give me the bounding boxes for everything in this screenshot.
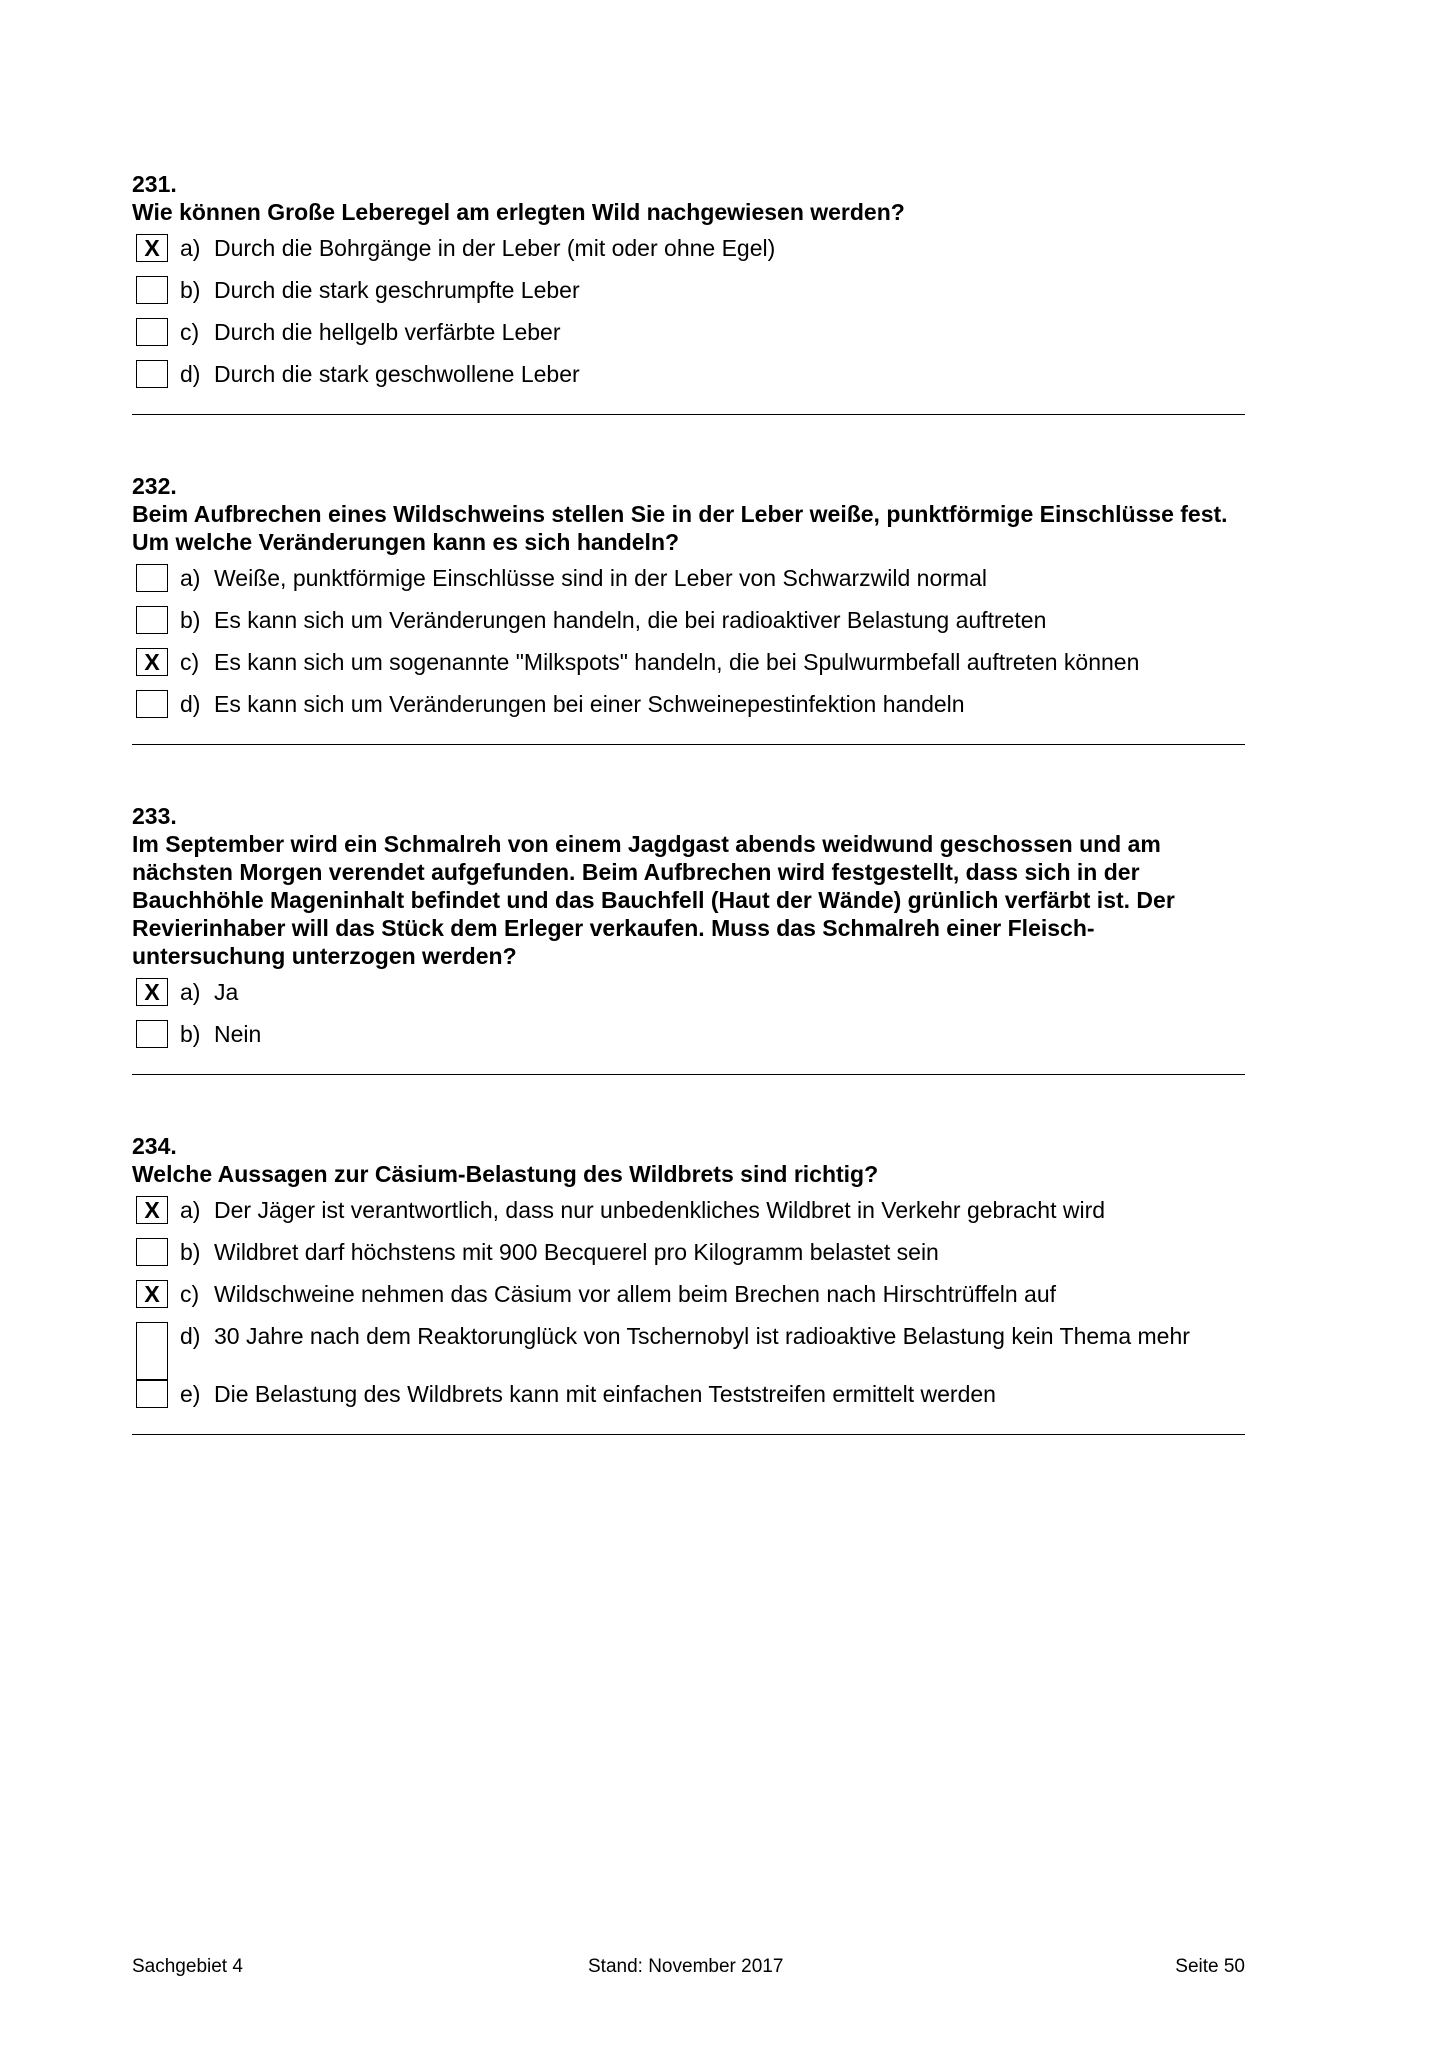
answer-checkbox[interactable]: X [136,978,168,1006]
option-text: Weiße, punktförmige Einschlüsse sind in der Leber von Schwarzwild normal [214,565,987,591]
option-a [132,1196,1245,1238]
question-number: 232. [132,473,177,499]
option-text: Es kann sich um sogenannte "Milkspots" handeln, die bei Spulwurmbefall auftreten können [214,649,1140,675]
answer-checkbox[interactable] [136,564,168,592]
option-text: Wildschweine nehmen das Cäsium vor allem beim Brechen nach Hirschtrüffeln auf [214,1281,1057,1307]
answer-checkbox[interactable] [136,1020,168,1048]
answer-checkbox[interactable] [136,606,168,634]
option-letter: a) [180,979,201,1005]
option-text: Wildbret darf höchstens mit 900 Becquerel pro Kilogramm belastet sein [214,1239,939,1265]
question-number: 231. [132,171,177,197]
question-233 [132,802,1245,1075]
option-text: Durch die hellgelb verfärbte Leber [214,319,561,345]
option-letter: c) [180,649,200,675]
option-letter: a) [180,565,201,591]
option-letter: b) [180,607,201,633]
answer-checkbox[interactable]: X [136,1280,168,1308]
option-b [132,276,1245,318]
question-number: 234. [132,1133,177,1159]
option-d [132,1322,1245,1380]
option-a [132,564,1245,606]
option-c [132,318,1245,360]
option-d [132,690,1245,732]
answer-checkbox[interactable] [136,1380,168,1408]
question-text: Beim Aufbrechen eines Wildschweins stellen Sie in der Leber weiße, punktförmige Einschlüsse fest. Um welche Veränderungen kann es sich handeln? [132,501,1228,555]
question-234 [132,1132,1245,1435]
option-letter: d) [180,1323,201,1349]
option-text: Der Jäger ist verantwortlich, dass nur unbedenkliches Wildbret in Verkehr gebracht wird [214,1197,1106,1223]
option-letter: c) [180,319,200,345]
option-e [132,1380,1245,1422]
option-letter: a) [180,235,201,261]
option-d [132,360,1245,402]
question-232 [132,472,1245,745]
option-text: Es kann sich um Veränderungen handeln, die bei radioaktiver Belastung auftreten [214,607,1047,633]
option-text: Nein [214,1021,262,1047]
option-letter: d) [180,361,201,387]
option-text: Durch die stark geschrumpfte Leber [214,277,580,303]
question-text: Wie können Große Leberegel am erlegten Wild nachgewiesen werden? [132,199,905,225]
question-text: Welche Aussagen zur Cäsium-Belastung des Wildbrets sind richtig? [132,1161,879,1187]
option-b [132,606,1245,648]
footer-date: Stand: November 2017 [588,1956,784,1977]
option-c [132,648,1245,690]
answer-checkbox[interactable]: X [136,648,168,676]
answer-checkbox[interactable] [136,690,168,718]
option-b [132,1020,1245,1062]
answer-checkbox[interactable] [136,360,168,388]
answer-checkbox[interactable] [136,276,168,304]
option-letter: b) [180,1239,201,1265]
answer-checkbox[interactable]: X [136,234,168,262]
option-letter: b) [180,1021,201,1047]
question-text: Im September wird ein Schmalreh von einem Jagdgast abends weidwund geschossen und am nächsten Morgen verendet aufgefunden. Beim Aufbrechen wird festgestellt, dass sich in der Bauchhöhle Mageninhalt befindet und das Bauchfell (Haut der Wände) grünlich verfärbt ist. Der Revierinhaber will das Stück dem Erleger verkaufen. Muss das Schmalreh einer Fleisch-untersuchung unterzogen werden? [132,831,1175,969]
option-text: 30 Jahre nach dem Reaktorunglück von Tschernobyl ist radioaktive Belastung kein Thema mehr [214,1323,1190,1349]
option-text: Ja [214,979,239,1005]
option-a [132,234,1245,276]
question-231 [132,170,1245,415]
option-text: Durch die stark geschwollene Leber [214,361,580,387]
option-text: Durch die Bohrgänge in der Leber (mit oder ohne Egel) [214,235,776,261]
option-letter: e) [180,1381,201,1407]
question-number: 233. [132,803,177,829]
option-letter: d) [180,691,201,717]
option-a [132,978,1245,1020]
option-letter: c) [180,1281,200,1307]
option-text: Die Belastung des Wildbrets kann mit einfachen Teststreifen ermittelt werden [214,1381,996,1407]
option-letter: a) [180,1197,201,1223]
footer-subject: Sachgebiet 4 [132,1956,243,1977]
footer-page-number: Seite 50 [1175,1956,1245,1977]
option-c [132,1280,1245,1322]
option-letter: b) [180,277,201,303]
option-text: Es kann sich um Veränderungen bei einer Schweinepestinfektion handeln [214,691,965,717]
option-b [132,1238,1245,1280]
answer-checkbox[interactable] [136,318,168,346]
answer-checkbox[interactable] [136,1238,168,1266]
answer-checkbox[interactable] [136,1322,168,1380]
answer-checkbox[interactable]: X [136,1196,168,1224]
question-list [132,170,1245,1492]
